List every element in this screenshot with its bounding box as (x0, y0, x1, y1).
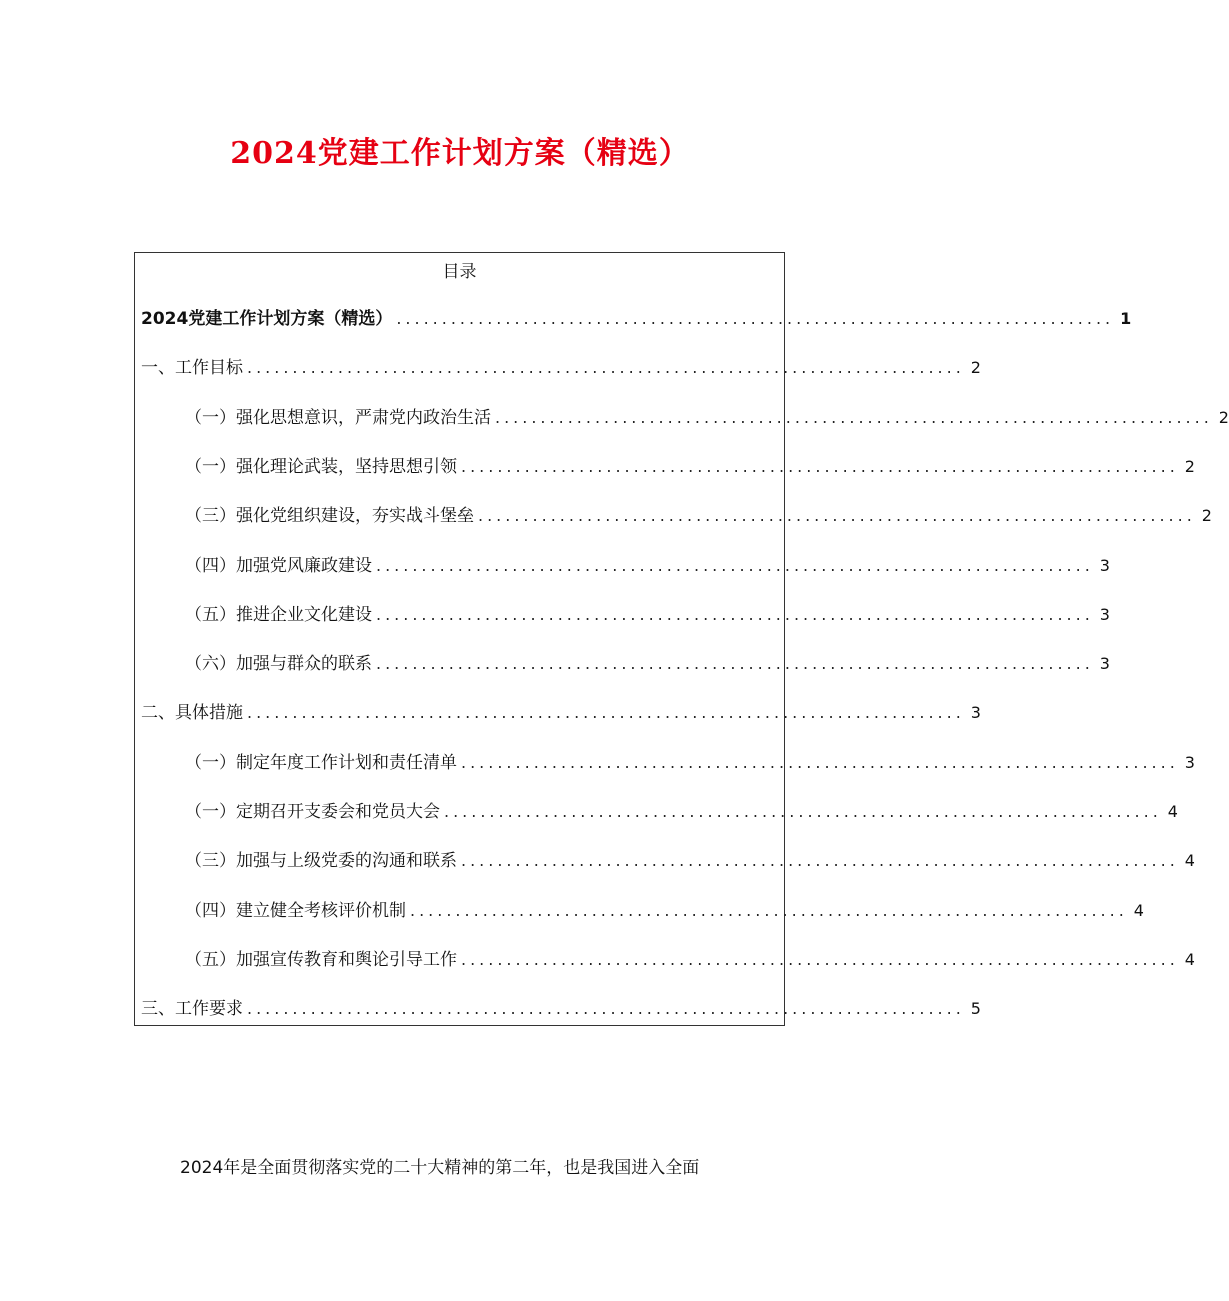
toc-dot-leader: ............................................................................... (376, 555, 1094, 575)
toc-entry-page: 4 (1184, 851, 1195, 871)
toc-entry[interactable] (141, 993, 981, 1021)
intro-paragraph: 2024年是全面贯彻落实党的二十大精神的第二年，也是我国进入全面 (180, 1158, 700, 1178)
toc-entry[interactable] (185, 500, 1212, 528)
toc-entry-page: 5 (970, 999, 981, 1019)
toc-entry-text: （五）加强宣传教育和舆论引导工作 (185, 949, 457, 970)
toc-entry[interactable] (141, 303, 1132, 331)
toc-entry-page: 2 (970, 358, 981, 378)
toc-dot-leader: ............................................................................... (444, 802, 1162, 821)
toc-entry-text: （一）定期召开支委会和党员大会 (185, 802, 440, 822)
toc-dot-leader: ............................................................................... (376, 604, 1094, 624)
toc-entry-page: 4 (1184, 949, 1195, 969)
toc-entry[interactable] (141, 697, 981, 725)
toc-dot-leader: ............................................................................... (396, 309, 1115, 328)
toc-entry-page: 2 (1184, 456, 1195, 476)
toc-entry-text: 二、具体措施 (141, 703, 243, 724)
toc-entry[interactable] (185, 451, 1195, 479)
toc-entry-page: 3 (970, 703, 981, 723)
toc-entry[interactable] (185, 796, 1178, 824)
toc-dot-leader: ............................................................................... (461, 456, 1179, 476)
toc-entry-text: （一）强化理论武装，坚持思想引领 (185, 456, 457, 477)
toc-entry-page: 3 (1099, 604, 1110, 624)
toc-dot-leader: ............................................................................... (247, 999, 965, 1019)
toc-entry-page: 3 (1184, 752, 1195, 772)
toc-entry[interactable] (141, 352, 981, 380)
toc-dot-leader: ............................................................................... (461, 851, 1179, 871)
toc-entry-page: 3 (1099, 654, 1110, 674)
toc-dot-leader: ............................................................................... (376, 654, 1094, 674)
toc-entry[interactable] (185, 550, 1110, 578)
toc-entry-page: 1 (1120, 309, 1132, 328)
toc-entry-text: （一）制定年度工作计划和责任清单 (185, 752, 457, 773)
toc-entry[interactable] (185, 747, 1195, 775)
toc-dot-leader: ............................................................................... (461, 949, 1179, 969)
document-title: 2024党建工作计划方案（精选） (230, 136, 690, 171)
toc-entry[interactable] (185, 402, 1229, 430)
table-of-contents (134, 252, 1229, 1026)
toc-dot-leader: ............................................................................... (478, 506, 1196, 526)
toc-entry-text: （一）强化思想意识，严肃党内政治生活 (185, 407, 491, 428)
toc-entry-text: （六）加强与群众的联系 (185, 654, 372, 675)
toc-entry[interactable] (185, 599, 1110, 627)
toc-entry-text: （三）强化党组织建设，夯实战斗堡垒 (185, 506, 474, 527)
toc-entry[interactable] (185, 648, 1110, 676)
toc-entry-text: 三、工作要求 (141, 999, 243, 1020)
toc-entry-text: 一、工作目标 (141, 358, 243, 379)
toc-dot-leader: ............................................................................... (461, 752, 1179, 772)
toc-entry-page: 4 (1133, 900, 1144, 920)
toc-dot-leader: ............................................................................... (247, 358, 965, 378)
toc-entry-page: 2 (1201, 506, 1212, 526)
toc-entry-text: （五）推进企业文化建设 (185, 604, 372, 625)
toc-entry-text: （四）建立健全考核评价机制 (185, 900, 406, 921)
toc-entry-page: 4 (1167, 802, 1178, 821)
toc-entry-text: （三）加强与上级党委的沟通和联系 (185, 851, 457, 872)
toc-entry-page: 3 (1099, 555, 1110, 575)
toc-entry[interactable] (185, 895, 1144, 923)
toc-dot-leader: ............................................................................... (495, 407, 1213, 427)
toc-entry[interactable] (185, 944, 1195, 972)
toc-entry-page: 2 (1218, 407, 1229, 427)
toc-dot-leader: ............................................................................... (247, 703, 965, 723)
toc-entry[interactable] (185, 845, 1195, 873)
toc-dot-leader: ............................................................................... (410, 900, 1128, 920)
toc-heading: 目录 (442, 262, 477, 282)
toc-entry-text: （四）加强党风廉政建设 (185, 555, 372, 576)
toc-entry-text: 2024党建工作计划方案（精选） (141, 309, 393, 329)
